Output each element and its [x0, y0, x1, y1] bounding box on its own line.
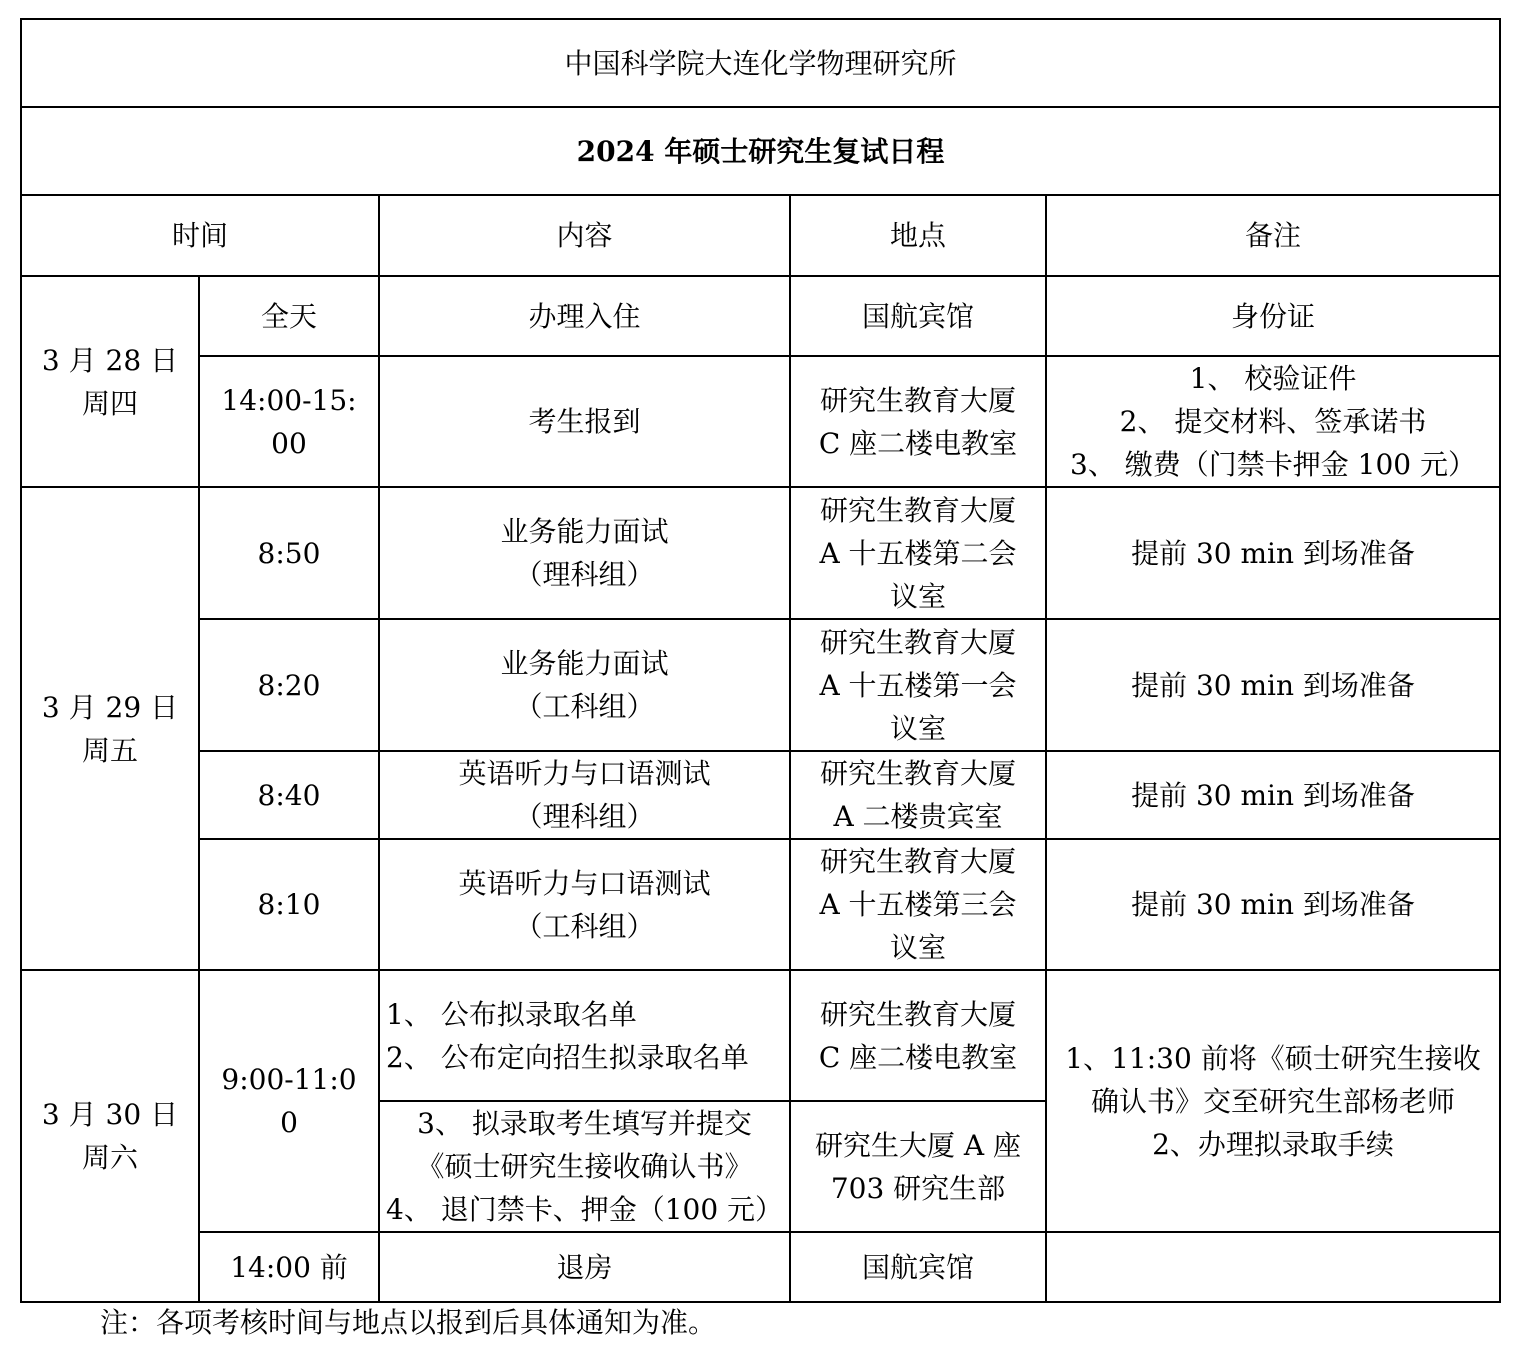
table-row: [21, 276, 1500, 356]
location-cell: 研究生教育大厦 A 十五楼第三会 议室: [790, 839, 1046, 970]
content-cell: 办理入住: [379, 276, 790, 356]
document-title: 中国科学院大连化学物理研究所: [21, 19, 1500, 107]
table-row: [21, 970, 1500, 1101]
table-row: [21, 619, 1500, 751]
content-cell: 英语听力与口语测试 （理科组）: [379, 751, 790, 839]
remarks-cell: [1046, 1232, 1500, 1302]
time-cell: 8:20: [199, 619, 379, 751]
content-cell: 业务能力面试 （工科组）: [379, 619, 790, 751]
time-cell: 14:00 前: [199, 1232, 379, 1302]
remarks-cell: 提前 30 min 到场准备: [1046, 839, 1500, 970]
header-content: 内容: [379, 195, 790, 276]
date-cell: [21, 276, 199, 487]
header-row: [21, 195, 1500, 276]
table-row: [21, 1232, 1500, 1302]
remarks-cell: 提前 30 min 到场准备: [1046, 751, 1500, 839]
weekday-label: 周六: [81, 1141, 138, 1174]
table-row: [21, 356, 1500, 487]
table-row: [21, 487, 1500, 619]
remarks-cell: 身份证: [1046, 276, 1500, 356]
location-cell: 国航宾馆: [790, 1232, 1046, 1302]
location-cell: 研究生教育大厦 C 座二楼电教室: [790, 356, 1046, 487]
time-cell: 14:00-15: 00: [199, 356, 379, 487]
location-cell: 研究生教育大厦 A 十五楼第一会 议室: [790, 619, 1046, 751]
schedule-table: [20, 18, 1501, 1303]
table-row: [21, 751, 1500, 839]
document-subtitle: 2024 年硕士研究生复试日程: [21, 107, 1500, 195]
time-cell: 8:10: [199, 839, 379, 970]
content-cell: 考生报到: [379, 356, 790, 487]
date-label: 3 月 28 日: [41, 343, 179, 377]
date-label: 3 月 30 日: [41, 1098, 179, 1131]
header-location: 地点: [790, 195, 1046, 276]
location-cell: 国航宾馆: [790, 276, 1046, 356]
table-row: [21, 839, 1500, 970]
time-cell: 8:40: [199, 751, 379, 839]
content-cell: 业务能力面试 （理科组）: [379, 487, 790, 619]
subtitle-row: [21, 107, 1500, 195]
time-cell: 9:00-11:0 0: [199, 970, 379, 1232]
weekday-label: 周五: [81, 733, 138, 767]
content-cell: 3、 拟录取考生填写并提交 《硕士研究生接收确认书》 4、 退门禁卡、押金（100 元）: [379, 1101, 790, 1232]
date-label: 3 月 29 日: [41, 690, 179, 724]
location-cell: 研究生教育大厦 A 二楼贵宾室: [790, 751, 1046, 839]
date-cell: [21, 970, 199, 1302]
remarks-cell: 提前 30 min 到场准备: [1046, 619, 1500, 751]
header-remarks: 备注: [1046, 195, 1500, 276]
time-cell: 全天: [199, 276, 379, 356]
remarks-cell: 1、 校验证件 2、 提交材料、签承诺书 3、 缴费（门禁卡押金 100 元）: [1046, 356, 1500, 487]
content-cell: 1、 公布拟录取名单 2、 公布定向招生拟录取名单: [379, 970, 790, 1101]
remarks-cell: 提前 30 min 到场准备: [1046, 487, 1500, 619]
location-cell: 研究生教育大厦 A 十五楼第二会 议室: [790, 487, 1046, 619]
content-cell: 英语听力与口语测试 （工科组）: [379, 839, 790, 970]
title-row: [21, 19, 1500, 107]
header-time: 时间: [21, 195, 379, 276]
footnote: 注：各项考核时间与地点以报到后具体通知为准。: [100, 1306, 717, 1339]
time-cell: 8:50: [199, 487, 379, 619]
weekday-label: 周四: [81, 386, 138, 420]
location-cell: 研究生教育大厦 C 座二楼电教室: [790, 970, 1046, 1101]
date-cell: [21, 487, 199, 970]
content-cell: 退房: [379, 1232, 790, 1302]
remarks-cell: 1、11:30 前将《硕士研究生接收确认书》交至研究生部杨老师 2、办理拟录取手续: [1046, 970, 1500, 1232]
location-cell: 研究生大厦 A 座 703 研究生部: [790, 1101, 1046, 1232]
